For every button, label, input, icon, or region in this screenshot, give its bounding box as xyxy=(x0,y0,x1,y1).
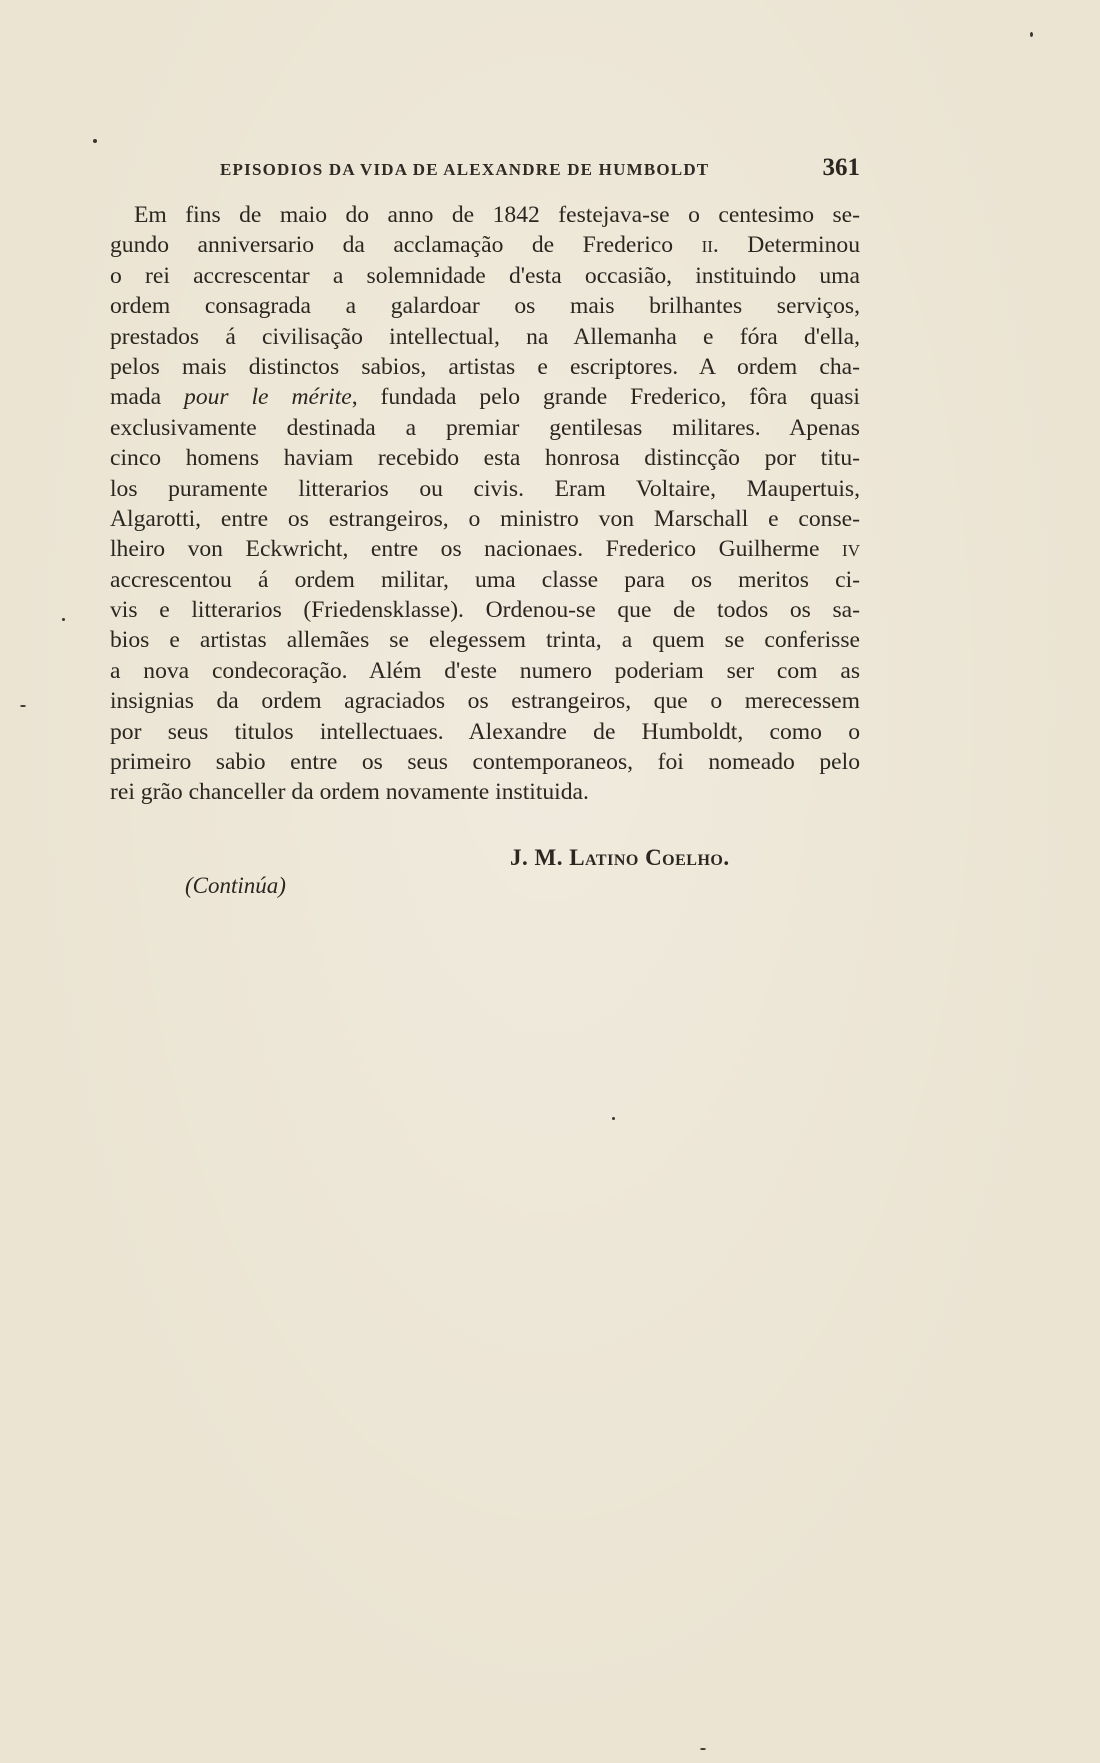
text-line: primeiro sabio entre os seus contemporaneos, foi nomeado pelo xyxy=(110,749,860,776)
text-line: pelos mais distinctos sabios, artistas e escriptores. A ordem cha- xyxy=(110,353,860,380)
running-title: EPISODIOS DA VIDA DE ALEXANDRE DE HUMBOLDT xyxy=(220,160,710,179)
text-line: los puramente litterarios ou civis. Eram Voltaire, Maupertuis, xyxy=(110,475,860,502)
ink-speck xyxy=(1030,32,1033,37)
text-line: lheiro von Eckwricht, entre os nacionaes. Frederico Guilherme iv xyxy=(110,536,860,563)
roman-numeral: iv xyxy=(842,536,860,563)
author-initials: J. M. xyxy=(510,845,570,870)
roman-numeral: ii xyxy=(701,232,713,259)
italic-phrase: pour le mérite xyxy=(184,384,352,411)
text-line: bios e artistas allemães se elegessem trinta, a quem se conferisse xyxy=(110,627,860,654)
text-line: Algarotti, entre os estrangeiros, o ministro von Marschall e conse- xyxy=(110,505,860,532)
continued-note: (Continúa) xyxy=(185,873,286,898)
text-line: insignias da ordem agraciados os estrangeiros, que o merecessem xyxy=(110,688,860,715)
ink-speck xyxy=(20,705,26,707)
text-line: exclusivamente destinada a premiar gentilesas militares. Apenas xyxy=(110,414,860,441)
author-signature xyxy=(510,845,730,871)
text-line: por seus titulos intellectuaes. Alexandre de Humboldt, como o xyxy=(110,718,860,745)
author-name: Latino Coelho. xyxy=(569,845,730,870)
text-line: cinco homens haviam recebido esta honrosa distincção por titu- xyxy=(110,445,860,472)
text-line: accrescentou á ordem militar, uma classe para os meritos ci- xyxy=(110,566,860,593)
ink-speck xyxy=(93,139,97,143)
ink-speck xyxy=(62,618,65,621)
text-line: gundo anniversario da acclamação de Frederico ii. Determinou xyxy=(110,232,860,259)
page-number: 361 xyxy=(822,154,860,181)
text-line: Em fins de maio do anno de 1842 festejava-se o centesimo se- xyxy=(134,202,860,228)
text-line: rei grão chanceller da ordem novamente instituida. xyxy=(110,779,589,806)
text-line: o rei accrescentar a solemnidade d'esta occasião, instituindo uma xyxy=(110,262,860,289)
ink-speck xyxy=(612,1117,615,1120)
text-line: vis e litterarios (Friedensklasse). Ordenou-se que de todos os sa- xyxy=(110,597,860,624)
text-line: mada pour le mérite, fundada pelo grande Frederico, fôra quasi xyxy=(110,384,860,411)
body-paragraph xyxy=(110,200,860,808)
text-line: prestados á civilisação intellectual, na Allemanha e fóra d'ella, xyxy=(110,323,860,350)
text-line: a nova condecoração. Além d'este numero poderiam ser com as xyxy=(110,657,860,684)
text-line: ordem consagrada a galardoar os mais brilhantes serviços, xyxy=(110,293,860,320)
page-header xyxy=(220,154,860,184)
ink-speck xyxy=(700,1748,706,1750)
